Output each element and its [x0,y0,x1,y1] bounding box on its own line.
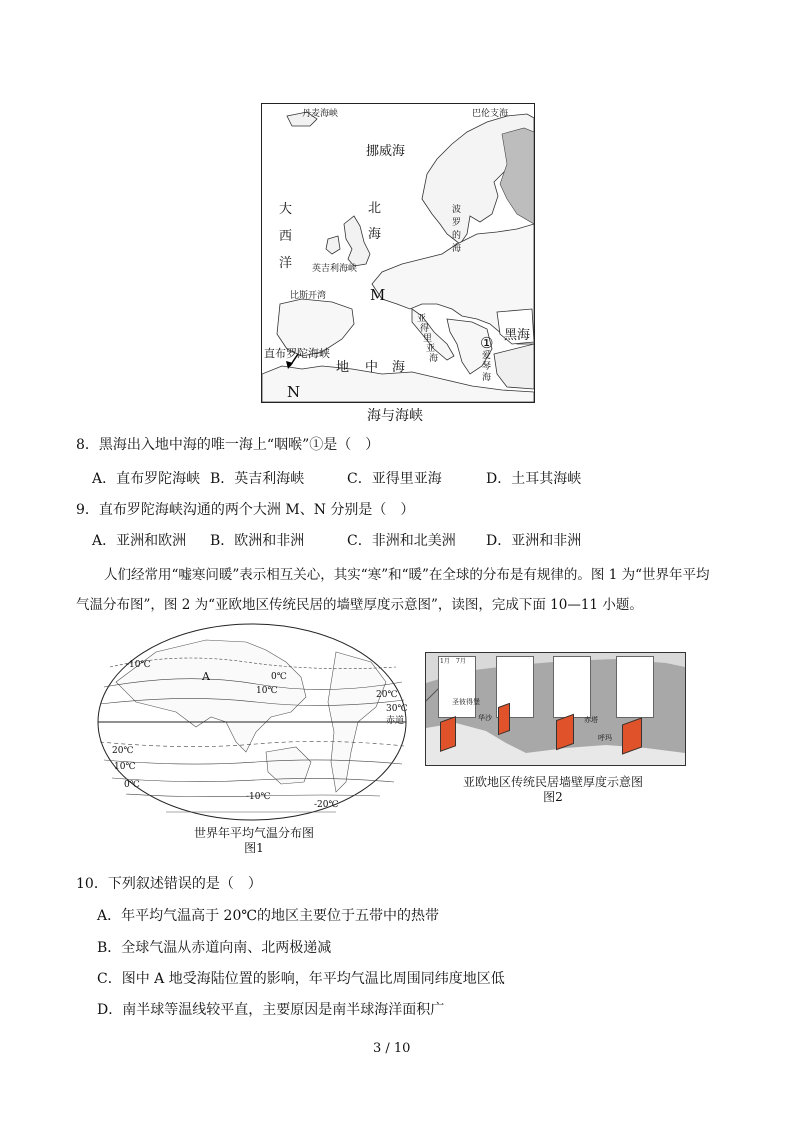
q10-option-b[interactable]: B．全球气温从赤道向南、北两极递减 [97,940,332,956]
map-label-aegean [482,351,491,384]
char: 西 [279,229,293,244]
fig2-number: 图2 [543,790,563,804]
wall-thickness-diagram [425,652,686,766]
question-8-stem: 8．黑海出入地中海的唯一海上“咽喉”①是（ ） [76,437,380,453]
map-label-north-sea [368,196,381,248]
map-label-adriatic [417,314,438,364]
char: 波 [452,205,462,215]
map-label-med-2: 中 [365,360,379,375]
fig1-caption: 世界年平均气温分布图 [193,826,314,840]
city-label-2: 华沙 [478,714,492,722]
fig2-caption: 亚欧地区传统民居墙壁厚度示意图 [462,775,643,789]
char: 海 [429,354,439,364]
q8-option-d[interactable]: D．土耳其海峡 [486,471,582,487]
question-9-stem: 9．直布罗陀海峡沟通的两个大洲 M、N 分别是（ ） [76,502,415,518]
thermo-panel-3 [553,656,591,718]
isotherm-label-1: -10℃ [126,660,151,670]
page-number: 3 / 10 [373,1041,411,1056]
char: 海 [452,244,462,254]
char: 亚 [417,314,427,324]
isotherm-label-4: 20℃ [376,690,398,700]
month-label-jul: 7月 [456,658,466,665]
char: 琴 [482,362,492,372]
isotherm-label-5: 30℃ [386,704,408,714]
isotherm-label-8: 0℃ [124,780,140,790]
city-label-4: 呼玛 [598,734,612,742]
q8-option-c[interactable]: C．亚得里亚海 [347,471,442,487]
month-label-jan: 1月 [440,658,450,665]
thermo-panel-4 [616,656,654,718]
char: 亚 [426,344,436,354]
map-label-gibraltar: 直布罗陀海峡 [264,347,330,360]
world-temperature-map [96,622,408,822]
q10-option-d[interactable]: D．南半球等温线较平直，主要原因是南半球海洋面积广 [97,1002,445,1018]
intro-line-1: 人们经常用“嘘寒问暖”表示相互关心，其实“寒”和“暖”在全球的分布是有规律的。图 1 为“世界年平均 [104,567,710,583]
equator-label: 赤道 [386,716,405,726]
map-label-n: N [287,383,301,401]
q8-option-a[interactable]: A．直布罗陀海峡 [92,471,201,487]
char: 爱 [482,351,492,361]
map-label-danmai: 丹麦海峡 [302,109,339,119]
char: 得 [420,324,430,334]
isotherm-label-2: 0℃ [271,672,287,682]
char: 洋 [279,256,293,271]
thermo-panel-1 [438,656,476,718]
char: 大 [279,202,293,217]
intro-line-2: 气温分布图”，图 2 为“亚欧地区传统民居的墙壁厚度示意图”，读图，完成下面 10—11 小题。 [76,597,643,613]
q9-option-a[interactable]: A．亚洲和欧洲 [92,533,187,549]
map-label-med-1: 地 [336,360,350,375]
char: 罗 [452,218,462,228]
map-label-med-3: 海 [392,360,406,375]
char: 海 [482,373,492,383]
map-label-black-sea: 黑海 [504,328,531,343]
q8-option-b[interactable]: B．英吉利海峡 [210,471,305,487]
char: 北 [368,201,382,216]
map-label-biscay: 比斯开湾 [290,291,327,301]
map-label-norway-sea: 挪威海 [366,144,406,159]
map-label-m: M [370,286,386,304]
q10-option-a[interactable]: A．年平均气温高于 20℃的地区主要位于五带中的热带 [97,908,440,924]
isotherm-label-6: 20℃ [112,746,134,756]
map-label-atlantic [279,196,292,277]
char: 海 [368,227,382,242]
q10-option-c[interactable]: C．图中 A 地受海陆位置的影响，年平均气温比周围同纬度地区低 [97,971,505,987]
char: 里 [423,334,433,344]
isotherm-label-3: 10℃ [256,686,278,696]
map-label-english-channel: 英吉利海峡 [312,264,358,274]
q9-option-b[interactable]: B．欧洲和非洲 [210,533,305,549]
map-label-barents: 巴伦支海 [472,109,509,119]
sea-strait-map [261,103,535,403]
question-10-stem: 10．下列叙述错误的是（ ） [76,876,262,892]
isotherm-label-9: -10℃ [246,792,271,802]
map-label-baltic [452,204,461,256]
isotherm-label-10: -20℃ [314,800,339,810]
point-a-label: A [202,670,210,683]
map1-caption: 海与海峡 [367,408,423,424]
fig1-number: 图1 [244,841,264,855]
q9-option-c[interactable]: C．非洲和北美洲 [347,533,456,549]
isotherm-label-7: 10℃ [114,762,136,772]
city-label-3: 赤塔 [584,716,598,724]
city-label-1: 圣彼得堡 [452,698,480,706]
char: 的 [452,231,462,241]
wall-block-2 [498,703,510,735]
wall-block-1 [440,716,456,752]
circle-1-marker: ① [480,334,494,352]
q9-option-d[interactable]: D．亚洲和非洲 [486,533,582,549]
